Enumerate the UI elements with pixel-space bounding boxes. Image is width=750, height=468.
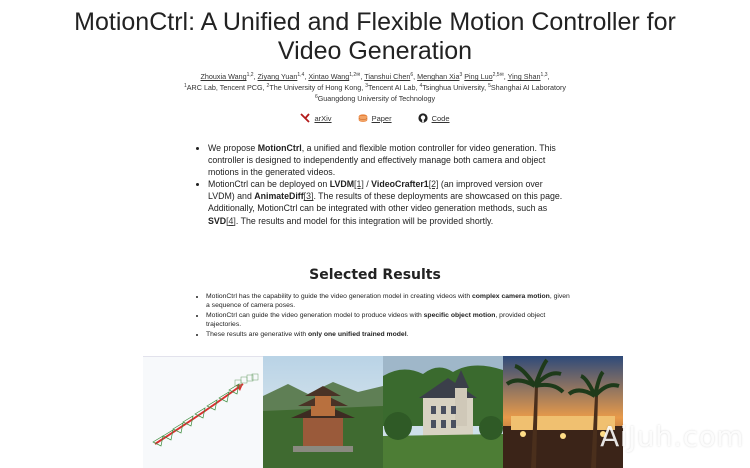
result-bullet-3: • These results are generative with only one unified trained model.: [206, 330, 575, 339]
author-link[interactable]: Ping Luo: [464, 72, 493, 81]
affiliations-line-2: $^6$Guangdong University of Technology: [314, 94, 436, 103]
resource-links: [0, 113, 750, 123]
affiliations-line-1: $^1$ARC Lab, Tencent PCG, $^2$The University of Hong Kong, $^3$Tencent AI Lab, $^4$Tsinghua University, $^5$Shanghai AI Laboratory: [183, 83, 567, 92]
arxiv-label: arXiv: [314, 113, 332, 123]
author-list: Zhouxia Wang$^{1,2}$, Ziyang Yuan$^{1,4}$, Xintao Wang$^{1,2✉}$, Tianshui Chen$^6$, Menghan Xia$^3$ Ping Luo$^{2,5✉}$, Ying Shan$^{1,3}$,: [200, 72, 550, 81]
intro-bullet-1: • We propose MotionCtrl, a unified and flexible motion controller for video generation. This controller is designed to independently and effectively manage both camera and object motions in the generated videos.: [208, 142, 566, 178]
ref-link-3[interactable]: [3]: [303, 191, 314, 202]
ref-link-1[interactable]: [1]: [354, 179, 364, 190]
paper-label: Paper: [371, 113, 392, 123]
camera-trajectory-image: [143, 356, 263, 468]
camera-trajectory-tile[interactable]: [143, 356, 263, 468]
result-bullet-2: • MotionCtrl can guide the video generation model to produce videos with specific object motion, provided object trajectories.: [206, 311, 575, 330]
author-link[interactable]: Ziyang Yuan: [257, 72, 298, 81]
page-title: [0, 8, 750, 66]
arxiv-link[interactable]: [300, 113, 331, 123]
author-link[interactable]: Zhouxia Wang: [200, 72, 247, 81]
paper-link[interactable]: [358, 113, 392, 123]
author-link[interactable]: Tianshui Chen: [364, 72, 411, 81]
author-link[interactable]: Xintao Wang: [308, 72, 350, 81]
site-watermark: AiJuh.com: [600, 420, 744, 453]
results-gallery: [143, 356, 623, 468]
title-line-2: Video Generation: [277, 37, 473, 65]
castle-video-frame: [383, 356, 503, 468]
author-block: [0, 71, 750, 104]
code-link[interactable]: [418, 113, 450, 123]
pagoda-video-frame: [263, 356, 383, 468]
title-line-1: MotionCtrl: A Unified and Flexible Motion Controller for: [74, 8, 676, 36]
arxiv-icon: [300, 113, 310, 123]
result-bullet-1: • MotionCtrl has the capability to guide the video generation model in creating videos with complex camera motion, given a sequence of camera poses.: [206, 292, 575, 311]
results-bullets: [195, 292, 575, 339]
author-link[interactable]: Ying Shan: [507, 72, 541, 81]
github-icon: [418, 113, 428, 123]
selected-results-heading: Selected Results: [309, 267, 441, 283]
pagoda-result-tile[interactable]: [263, 356, 383, 468]
castle-result-tile[interactable]: [383, 356, 503, 468]
paper-icon: [358, 113, 368, 123]
author-link[interactable]: Menghan Xia: [417, 72, 460, 81]
ref-link-2[interactable]: [2]: [428, 179, 439, 190]
intro-bullet-2: • MotionCtrl can be deployed on LVDM[1] / VideoCrafter1[2] (an improved version over LVDM) and AnimateDiff[3]. The results of these deployments are showcased on this page. Additionally, MotionCtrl can be integrated with other video generation methods, such as SVD[4]. The results and model for this integration will be provided shortly.: [208, 178, 566, 226]
code-label: Code: [431, 113, 450, 123]
ref-link-4[interactable]: [4]: [226, 215, 236, 226]
intro-section: [196, 142, 566, 227]
